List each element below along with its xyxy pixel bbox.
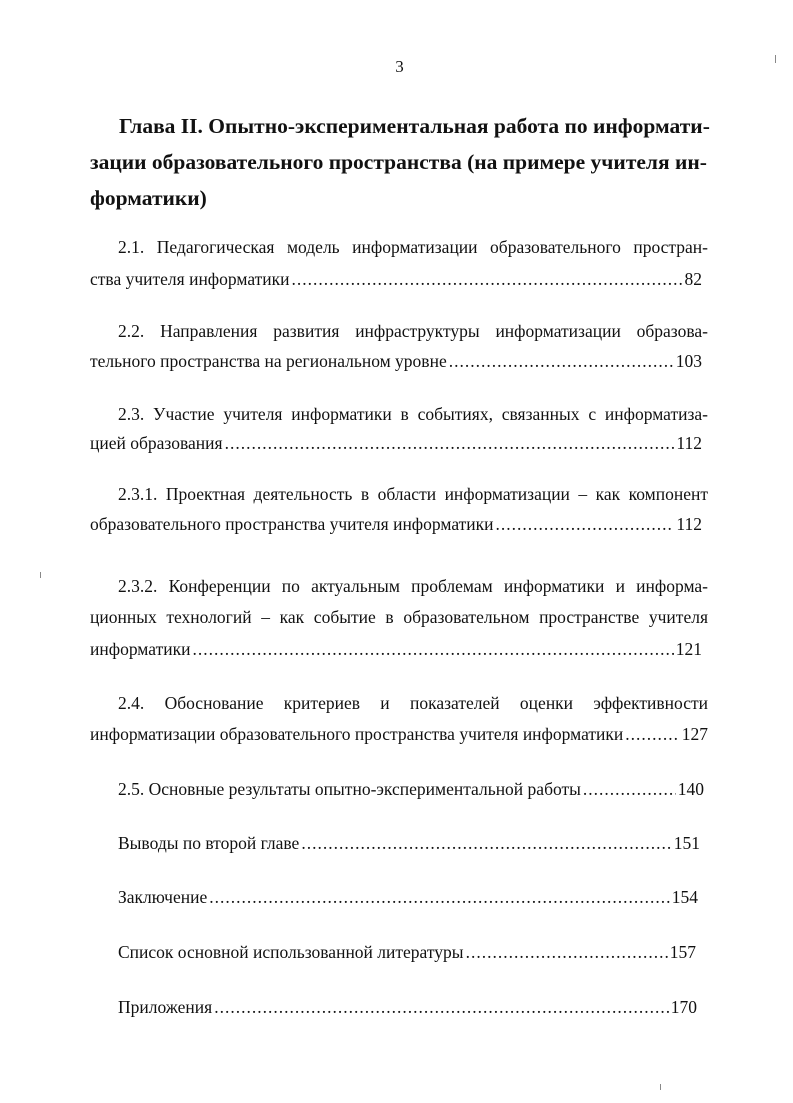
toc-entry-title: Приложения xyxy=(118,997,213,1017)
leader-dots xyxy=(625,724,679,744)
chapter-title xyxy=(90,108,710,216)
toc-entry-title: тельного пространства на региональном уровне xyxy=(90,351,447,371)
toc-entry-page: 82 xyxy=(684,269,702,289)
toc-entry-text: 2.3.1. Проектная деятельность в области информатизации – как компонент xyxy=(118,484,708,504)
toc-entry-page: 103 xyxy=(675,351,702,371)
toc-entry[interactable] xyxy=(118,779,704,799)
toc-entry-title: 2.5. Основные результаты опытно-экспериментальной работы xyxy=(118,779,581,799)
toc-entry-page: 121 xyxy=(675,639,702,659)
toc-entry[interactable] xyxy=(90,269,702,289)
toc-entry-title: ства учителя информатики xyxy=(90,269,290,289)
toc-entry[interactable] xyxy=(90,514,702,534)
chapter-title-line: Глава II. Опытно-экспериментальная работа по информати- xyxy=(119,114,710,138)
leader-dots xyxy=(292,269,683,289)
page-number: 3 xyxy=(395,57,404,76)
toc-entry[interactable] xyxy=(118,997,697,1017)
toc-entry[interactable] xyxy=(90,351,702,371)
toc-entry[interactable] xyxy=(118,887,698,907)
leader-dots xyxy=(496,514,675,534)
scan-speck xyxy=(40,572,41,578)
leader-dots xyxy=(466,942,668,962)
toc-entry-page: 112 xyxy=(676,433,702,453)
toc-entry-text: 2.3. Участие учителя информатики в событиях, связанных с информатиза- xyxy=(118,404,708,424)
toc-entry-page: 112 xyxy=(676,514,702,534)
leader-dots xyxy=(583,779,676,799)
toc-entry-page: 140 xyxy=(677,779,704,799)
toc-entry-text: 2.1. Педагогическая модель информатизации образовательного простран- xyxy=(118,237,708,257)
toc-entry[interactable] xyxy=(90,724,708,744)
scan-speck xyxy=(660,1084,661,1090)
toc-entry-page: 154 xyxy=(671,887,698,907)
chapter-title-line: форматики) xyxy=(90,186,207,210)
leader-dots xyxy=(301,833,671,853)
leader-dots xyxy=(214,997,669,1017)
toc-entry-title: цией образования xyxy=(90,433,223,453)
toc-entry-page: 127 xyxy=(681,724,708,744)
leader-dots xyxy=(192,639,673,659)
toc-entry-title: Список основной использованной литературы xyxy=(118,942,464,962)
leader-dots xyxy=(449,351,674,371)
toc-entry-text: 2.4. Обоснование критериев и показателей оценки эффективности xyxy=(118,693,708,713)
leader-dots xyxy=(209,887,670,907)
toc-entry-title: Выводы по второй главе xyxy=(118,833,300,853)
toc-entry-title: образовательного пространства учителя информатики xyxy=(90,514,494,534)
toc-entry[interactable] xyxy=(118,833,700,853)
toc-entry[interactable] xyxy=(90,433,702,453)
toc-entry-title: информатизации образовательного пространства учителя информатики xyxy=(90,724,624,744)
toc-entry-text: 2.2. Направления развития инфраструктуры информатизации образова- xyxy=(118,321,708,341)
toc-entry[interactable] xyxy=(90,639,702,659)
toc-entry[interactable] xyxy=(118,942,696,962)
scan-speck xyxy=(775,55,776,63)
toc-entry-page: 157 xyxy=(669,942,696,962)
leader-dots xyxy=(225,433,675,453)
toc-entry-page: 151 xyxy=(673,833,700,853)
toc-entry-page: 170 xyxy=(670,997,697,1017)
toc-entry-title: Заключение xyxy=(118,887,208,907)
toc-entry-text: 2.3.2. Конференции по актуальным проблемам информатики и информа- xyxy=(118,576,708,596)
chapter-title-line: зации образовательного пространства (на примере учителя ин- xyxy=(90,150,707,174)
toc-entry-title: информатики xyxy=(90,639,191,659)
toc-entry-text: ционных технологий – как событие в образовательном пространстве учителя xyxy=(90,607,708,627)
